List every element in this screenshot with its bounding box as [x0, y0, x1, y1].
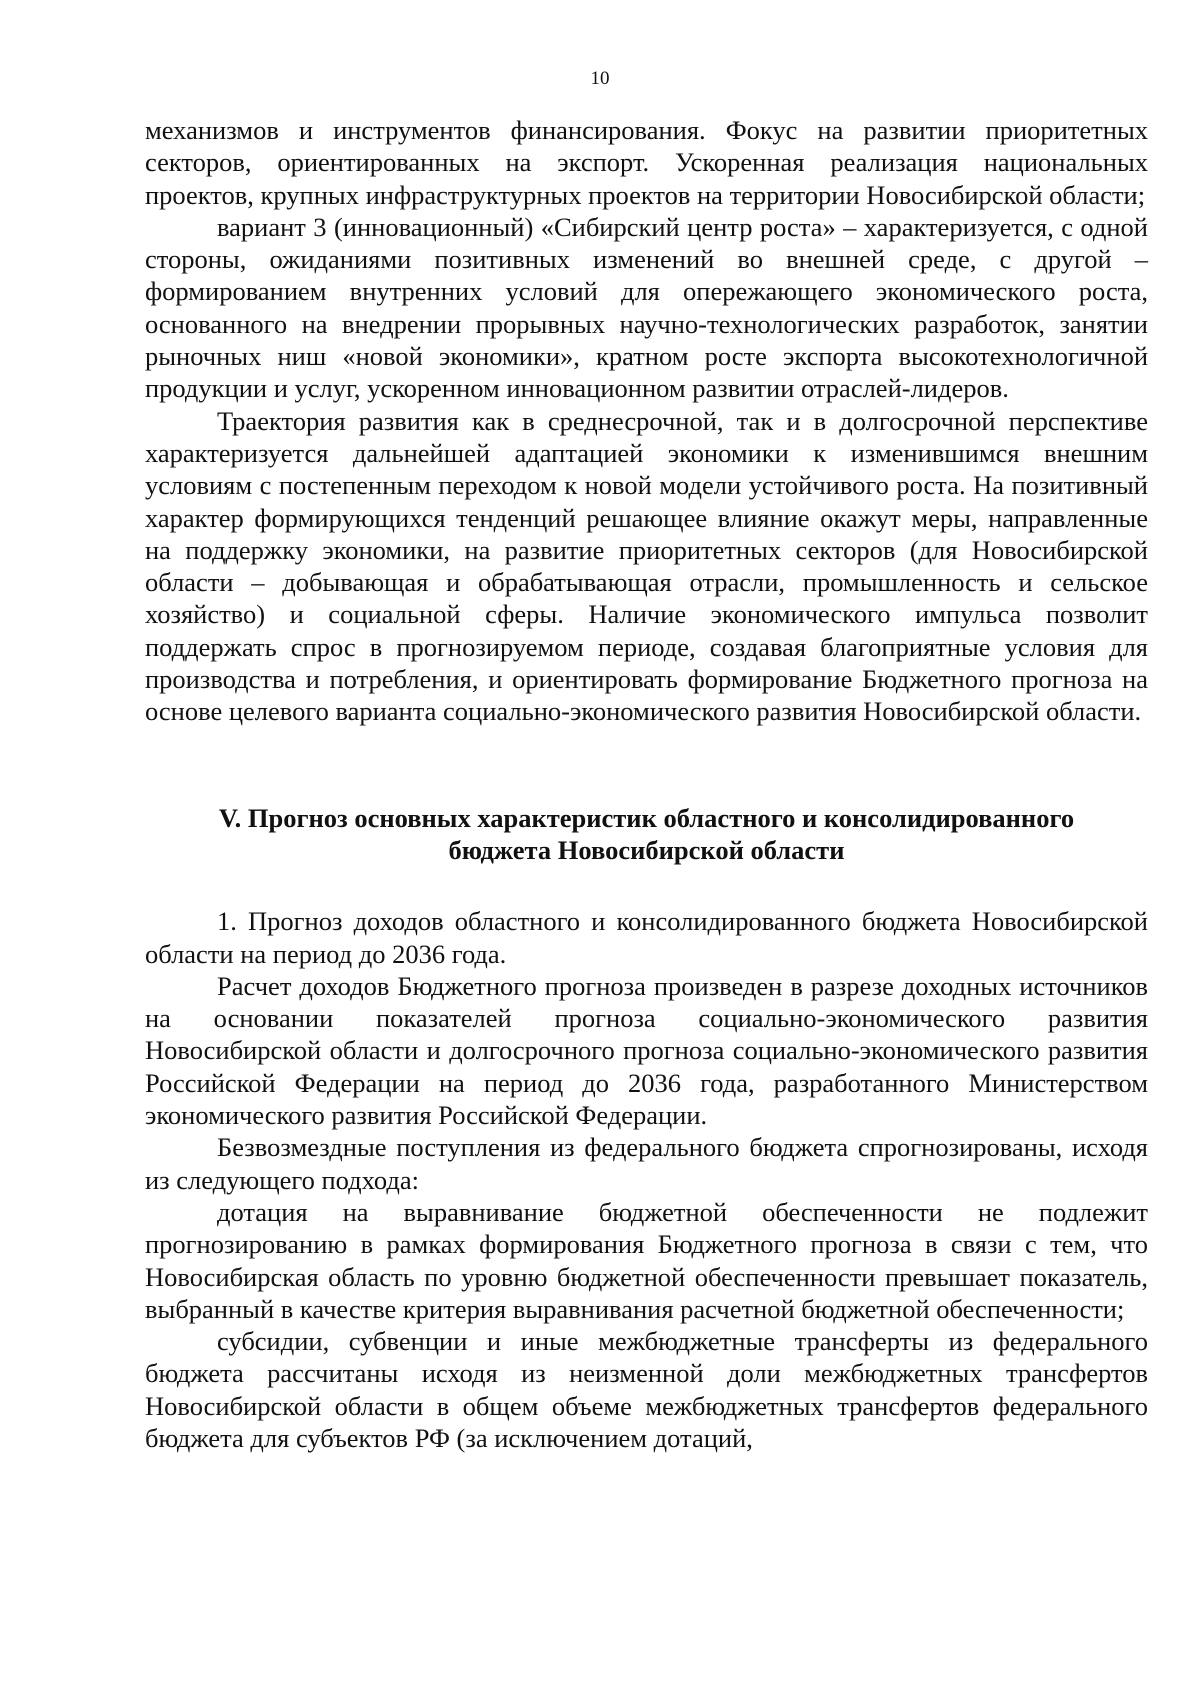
paragraph: Расчет доходов Бюджетного прогноза произведен в разрезе доходных источников на основании показателей прогноза социально-экономического развития Новосибирской области и долгосрочного прогноза социально-экономического развития Российской Федерации на период до 2036 года, разработанного Министерством экономического развития Российской Федерации. — [145, 970, 1148, 1131]
paragraph: Траектория развития как в среднесрочной, так и в долгосрочной перспективе характеризуется дальнейшей адаптацией экономики к изменившимся внешним условиям с постепенным переходом к новой модели устойчивого роста. На позитивный характер формирующихся тенденций решающее влияние окажут меры, направленные на поддержку экономики, на развитие приоритетных секторов (для Новосибирской области – добывающая и обрабатывающая отрасли, промышленность и сельское хозяйство) и социальной сферы. Наличие экономического импульса позволит поддержать спрос в прогнозируемом периоде, создавая благоприятные условия для производства и потребления, и ориентировать формирование Бюджетного прогноза на основе целевого варианта социально-экономического развития Новосибирской области. — [145, 405, 1148, 727]
paragraph: субсидии, субвенции и иные межбюджетные трансферты из федерального бюджета рассчитаны исходя из неизменной доли межбюджетных трансфертов Новосибирской области в общем объеме межбюджетных трансфертов федерального бюджета для субъектов РФ (за исключением дотаций, — [145, 1326, 1148, 1453]
paragraph: механизмов и инструментов финансирования. Фокус на развитии приоритетных секторов, ориентированных на экспорт. Ускоренная реализация национальных проектов, крупных инфраструктурных проектов на территории Новосибирской области; — [145, 115, 1148, 210]
document-body — [145, 114, 1148, 1454]
section-heading: V. Прогноз основных характеристик областного и консолидированного бюджета Новосибирской области — [218, 802, 1075, 865]
paragraph: вариант 3 (инновационный) «Сибирский центр роста» – характеризуется, с одной стороны, ожиданиями позитивных изменений во внешней среде, с другой – формированием внутренних условий для опережающего экономического роста, основанного на внедрении прорывных научно-технологических разработок, занятии рыночных ниш «новой экономики», кратном росте экспорта высокотехнологичной продукции и услуг, ускоренном инновационном развитии отраслей-лидеров. — [145, 211, 1148, 404]
page-number: 10 — [590, 68, 610, 89]
paragraph: Безвозмездные поступления из федерального бюджета спрогнозированы, исходя из следующего подхода: — [145, 1132, 1148, 1195]
paragraph: 1. Прогноз доходов областного и консолидированного бюджета Новосибирской области на период до 2036 года. — [145, 906, 1148, 969]
paragraph: дотация на выравнивание бюджетной обеспеченности не подлежит прогнозированию в рамках формирования Бюджетного прогноза в связи с тем, что Новосибирская область по уровню бюджетной обеспеченности превышает показатель, выбранный в качестве критерия выравнивания расчетной бюджетной обеспеченности; — [145, 1196, 1148, 1324]
